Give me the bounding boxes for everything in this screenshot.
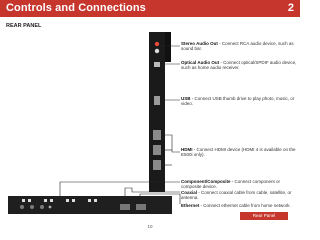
annotation-text: - Connect component or composite device.: [181, 179, 281, 190]
annotation-title: HDMI: [181, 147, 193, 152]
annotation-text: - Connect coaxial cable from cable, satellite, or antenna.: [181, 190, 292, 201]
annotation-title: USB: [181, 96, 191, 101]
annotation-optical-audio-out: [181, 60, 297, 71]
annotation-component-composite: [181, 179, 297, 190]
rear-panel-tab-button[interactable]: Rear Panel: [240, 212, 288, 220]
annotation-usb: [181, 96, 297, 107]
annotation-title: Stereo Audio Out: [181, 41, 218, 46]
hdmi-port-3: [153, 160, 161, 170]
page-title: Controls and Connections: [6, 2, 146, 14]
hdmi-port-2: [153, 145, 161, 155]
bottom-port-strip: [8, 196, 172, 214]
annotation-stereo-audio-out: [181, 41, 297, 52]
annotation-text: - Connect USB thumb drive to play photo, music, or video.: [181, 96, 295, 107]
annotation-title: Coaxial: [181, 190, 198, 195]
side-tab: [165, 32, 171, 62]
annotation-coaxial: [181, 190, 297, 201]
annotation-text: - Connect RCA audio device, such as sound bar.: [181, 41, 294, 52]
usb-port: [154, 96, 160, 105]
stereo-audio-red-port: [155, 42, 159, 46]
annotation-text: - Connect HDMI device (HDMI 4 is available on the E500i only).: [181, 147, 296, 158]
annotation-title: Component/Composite: [181, 179, 231, 184]
chapter-number: 2: [287, 2, 294, 14]
annotation-hdmi: [181, 147, 297, 158]
coaxial-port: [120, 204, 130, 210]
stereo-audio-white-port: [155, 49, 159, 53]
hdmi-port-1: [153, 130, 161, 140]
page-number: 10: [147, 224, 153, 229]
section-label: REAR PANEL: [6, 23, 42, 29]
annotation-ethernet: [181, 203, 297, 208]
annotation-title: Optical Audio Out: [181, 60, 220, 65]
annotation-title: Ethernet: [181, 203, 200, 208]
ethernet-port: [136, 204, 146, 210]
annotation-text: - Connect ethernet cable from home network.: [199, 203, 291, 208]
optical-port: [154, 62, 160, 67]
annotation-text: - Connect optical/SPDIF audio device, such as home audio receiver.: [181, 60, 297, 71]
